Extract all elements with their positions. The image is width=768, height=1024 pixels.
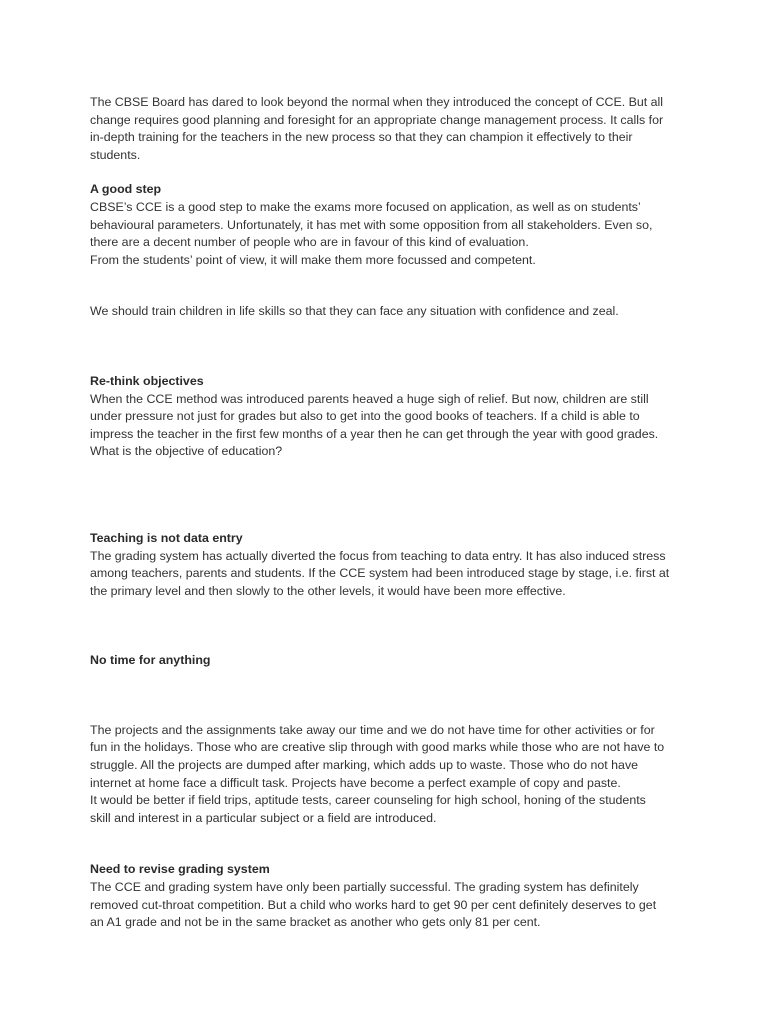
spacer xyxy=(90,461,730,530)
text-line: The projects and the assignments take away our time and we do not have time for other activities or for xyxy=(90,722,655,737)
text-line: When the CCE method was introduced parents heaved a huge sigh of relief. But now, children are still xyxy=(90,391,649,406)
text-line: It would be better if field trips, aptitude tests, career counseling for high school, honing of the students xyxy=(90,793,646,808)
text-line: struggle. All the projects are dumped after marking, which adds up to waste. Those who do not have xyxy=(90,758,639,773)
text-line: The CCE and grading system have only been partially successful. The grading system has definitely xyxy=(90,880,639,895)
text-line: We should train children in life skills so that they can face any situation with confidence and zeal. xyxy=(90,304,619,319)
text-line: under pressure not just for grades but also to get into the good books of teachers. If a child is able to xyxy=(90,409,640,424)
life-skills-paragraph xyxy=(90,303,730,321)
text-line: CBSE’s CCE is a good step to make the exams more focused on application, as well as on students’ xyxy=(90,199,641,214)
text-line: in-depth training for the teachers in the new process so that they can champion it effectively to their xyxy=(90,130,633,145)
text-line: students. xyxy=(90,147,141,162)
spacer xyxy=(90,600,730,652)
spacer xyxy=(90,321,730,373)
section-good-step xyxy=(90,181,730,269)
section-rethink-objectives xyxy=(90,373,730,461)
section-heading: Re-think objectives xyxy=(90,373,204,388)
section-heading: No time for anything xyxy=(90,653,211,668)
text-line: the primary level and then slowly to the other levels, it would have been more effective. xyxy=(90,583,566,598)
text-line: The CBSE Board has dared to look beyond the normal when they introduced the concept of CCE. But all xyxy=(90,95,664,109)
text-line: change requires good planning and foresight for an appropriate change management process. It calls for xyxy=(90,112,664,127)
spacer xyxy=(90,827,730,861)
text-line: skill and interest in a particular subject or a field are introduced. xyxy=(90,810,437,825)
text-line: behavioural parameters. Unfortunately, it has met with some opposition from all stakeholders. Even so, xyxy=(90,217,653,232)
section-teaching-not-data-entry xyxy=(90,530,730,600)
section-heading: Teaching is not data entry xyxy=(90,530,243,545)
spacer xyxy=(90,269,730,303)
text-line: fun in the holidays. Those who are creative slip through with good marks while those who are not have to xyxy=(90,740,665,755)
spacer xyxy=(90,164,730,181)
section-revise-grading xyxy=(90,861,730,931)
text-line: From the students’ point of view, it will make them more focussed and competent. xyxy=(90,252,536,267)
text-line: The grading system has actually diverted the focus from teaching to data entry. It has also induced stress xyxy=(90,548,666,563)
intro-paragraph xyxy=(90,94,730,164)
text-line: an A1 grade and not be in the same bracket as another who gets only 81 per cent. xyxy=(90,915,541,930)
section-no-time-heading xyxy=(90,652,730,670)
section-no-time-body xyxy=(90,722,730,828)
text-line: removed cut-throat competition. But a child who works hard to get 90 per cent definitely deserves to get xyxy=(90,897,657,912)
text-line: there are a decent number of people who are in favour of this kind of evaluation. xyxy=(90,235,529,250)
text-line: among teachers, parents and students. If the CCE system had been introduced stage by stage, i.e. first at xyxy=(90,566,670,581)
spacer xyxy=(90,670,730,722)
section-heading: A good step xyxy=(90,182,162,197)
text-line: What is the objective of education? xyxy=(90,444,283,459)
text-line: internet at home face a difficult task. Projects have become a perfect example of copy and paste. xyxy=(90,775,621,790)
document-page xyxy=(90,94,730,932)
text-line: impress the teacher in the first few months of a year then he can get through the year with good grades. xyxy=(90,426,659,441)
section-heading: Need to revise grading system xyxy=(90,862,270,877)
